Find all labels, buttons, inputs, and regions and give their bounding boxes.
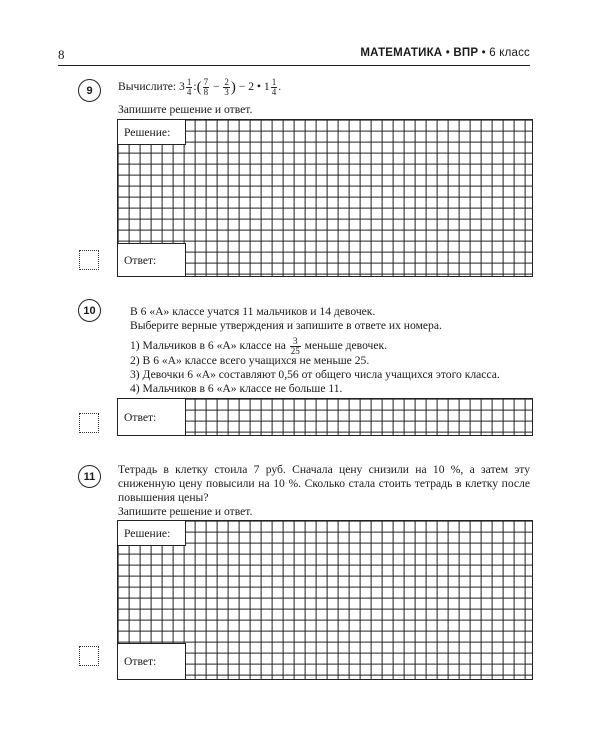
subject-label: МАТЕМАТИКА (360, 47, 443, 59)
running-header (360, 47, 530, 59)
score-box[interactable] (79, 646, 99, 666)
task10-instruction: Выберите верные утверждения и запишите в ответе их номера. (130, 319, 442, 332)
task10-answer-grid[interactable] (117, 398, 533, 436)
page-number: 8 (58, 47, 65, 62)
task-number-badge: 9 (78, 79, 101, 102)
task10-option-3: 3) Девочки 6 «А» составляют 0,56 от общего числа учащихся этого класса. (130, 368, 500, 381)
task10-condition: В 6 «А» классе учатся 11 мальчиков и 14 девочек. (130, 305, 376, 318)
task9-expression: Вычислите: 3 $\frac{1}{4}$ :( $\frac{7}{8}$ − $\frac{2}{3}$ ) − 2 • 1 $\frac{1}{4}$ . (118, 77, 282, 97)
score-box[interactable] (79, 250, 99, 270)
task10-option-2: 2) В 6 «А» классе всего учащихся не меньше 25. (130, 354, 370, 367)
header-separator: • (481, 47, 486, 59)
task10-option-1: 1) Мальчиков в 6 «А» классе на $\frac{3}{25}$ меньше девочек. (130, 336, 388, 356)
task11-condition: Тетрадь в клетку стоила 7 руб. Сначала цену снизили на 10 %, а затем эту сниженную цену повысили на 10 %. Сколько стала стоить тетрадь в клетку после повышения цены? (118, 463, 530, 504)
task9-instruction: Запишите решение и ответ. (118, 103, 253, 116)
task11-instruction: Запишите решение и ответ. (118, 505, 253, 518)
answer-label: Ответ: (118, 399, 186, 435)
grade-label: 6 класс (489, 47, 530, 59)
task11-solution-grid[interactable] (117, 520, 533, 680)
answer-label: Ответ: (118, 643, 186, 679)
header-separator: • (445, 47, 450, 59)
task-number-badge: 11 (78, 465, 101, 488)
solution-label: Решение: (118, 120, 186, 145)
solution-label: Решение: (118, 521, 186, 546)
task-number-badge: 10 (78, 299, 101, 322)
answer-label: Ответ: (118, 243, 186, 276)
task10-option-4: 4) Мальчиков в 6 «А» классе не больше 11. (130, 382, 343, 395)
exam-label: ВПР (453, 47, 479, 59)
header-rule (58, 65, 530, 66)
task9-solution-grid[interactable] (117, 119, 533, 277)
score-box[interactable] (79, 413, 99, 433)
